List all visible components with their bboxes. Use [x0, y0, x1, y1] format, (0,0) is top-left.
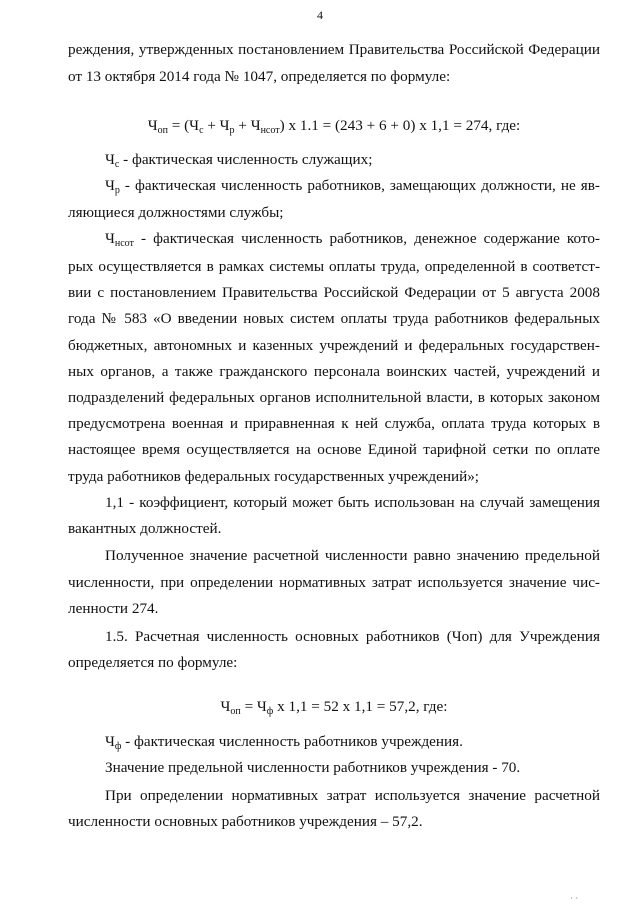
text-run: = (Ч — [167, 117, 200, 134]
subscript: ф — [114, 741, 122, 752]
text-run: + Ч — [203, 117, 230, 134]
text-line — [105, 150, 372, 170]
text-run: Ч — [105, 151, 115, 168]
subscript: нсот — [260, 125, 280, 136]
text-line: численности, при определении нормативных затрат используется значение чис- — [68, 574, 600, 591]
text-line: ленности 274. — [68, 600, 159, 617]
text-run: Ч — [105, 230, 115, 247]
text-line: 1.5. Расчетная численность основных работников (Чоп) для Учреждения — [105, 628, 600, 645]
formula-line — [68, 116, 600, 136]
text-line: ляющиеся должностями службы; — [68, 204, 284, 221]
text-run: - фактическая численность работников, замещающих должности, не яв- — [119, 177, 600, 194]
text-run: Ч — [105, 177, 115, 194]
subscript: с — [114, 159, 120, 170]
page-number: 4 — [317, 8, 323, 22]
text-run: Ч — [220, 698, 231, 715]
corner-mark: · · — [570, 893, 579, 903]
text-run: ) х 1.1 = (243 + 6 + 0) х 1,1 = 274, где: — [279, 117, 521, 134]
text-line: бюджетных, автономных и казенных учреждений и федеральных государствен- — [68, 337, 600, 354]
subscript: ф — [266, 706, 274, 717]
text-run: - фактическая численность служащих; — [119, 151, 373, 168]
text-run: - фактическая численность работников учреждения. — [121, 733, 463, 750]
text-line: реждения, утвержденных постановлением Правительства Российской Федерации — [68, 41, 600, 58]
text-line: труда работников федеральных государственных учреждений»; — [68, 468, 480, 485]
text-line: Полученное значение расчетной численности равно значению предельной — [105, 547, 600, 564]
text-line — [105, 229, 600, 249]
text-line: определяется по формуле: — [68, 654, 238, 671]
subscript: р — [114, 185, 120, 196]
text-run: - фактическая численность работников, денежное содержание кото- — [133, 230, 600, 247]
text-line: года № 583 «О введении новых систем оплаты труда работников федеральных — [68, 310, 600, 327]
subscript: нсот — [114, 238, 134, 249]
text-line: вии с постановлением Правительства Российской Федерации от 5 августа 2008 — [68, 284, 600, 301]
text-line: предусмотрена военная и приравненная к ней служба, оплата труда которых в — [68, 415, 600, 432]
subscript: оп — [157, 125, 168, 136]
text-run: + Ч — [234, 117, 261, 134]
subscript: оп — [230, 706, 241, 717]
text-line: ных органов, а также гражданского персонала воинских частей, учреждений и — [68, 363, 600, 380]
subscript: с — [199, 125, 204, 136]
text-line: численности основных работников учреждения – 57,2. — [68, 813, 423, 830]
text-line: вакантных должностей. — [68, 520, 222, 537]
text-line: от 13 октября 2014 года № 1047, определяется по формуле: — [68, 68, 451, 85]
text-run: = Ч — [240, 698, 267, 715]
text-line — [105, 176, 600, 196]
text-line: подразделений федеральных органов исполнительной власти, в которых законом — [68, 389, 600, 406]
text-line — [105, 732, 463, 752]
text-line: настоящее время осуществляется на основе Единой тарифной сетки по оплате — [68, 441, 600, 458]
text-run: Ч — [105, 733, 115, 750]
text-line: 1,1 - коэффициент, который может быть использован на случай замещения — [105, 494, 600, 511]
subscript: р — [229, 125, 235, 136]
formula-line — [68, 697, 600, 717]
text-line: При определении нормативных затрат используется значение расчетной — [105, 787, 600, 804]
text-line: Значение предельной численности работников учреждения - 70. — [105, 759, 521, 776]
text-line: рых осуществляется в рамках системы оплаты труда, определенной в соответст- — [68, 258, 600, 275]
text-run: Ч — [147, 117, 158, 134]
text-run: х 1,1 = 52 х 1,1 = 57,2, где: — [273, 698, 448, 715]
